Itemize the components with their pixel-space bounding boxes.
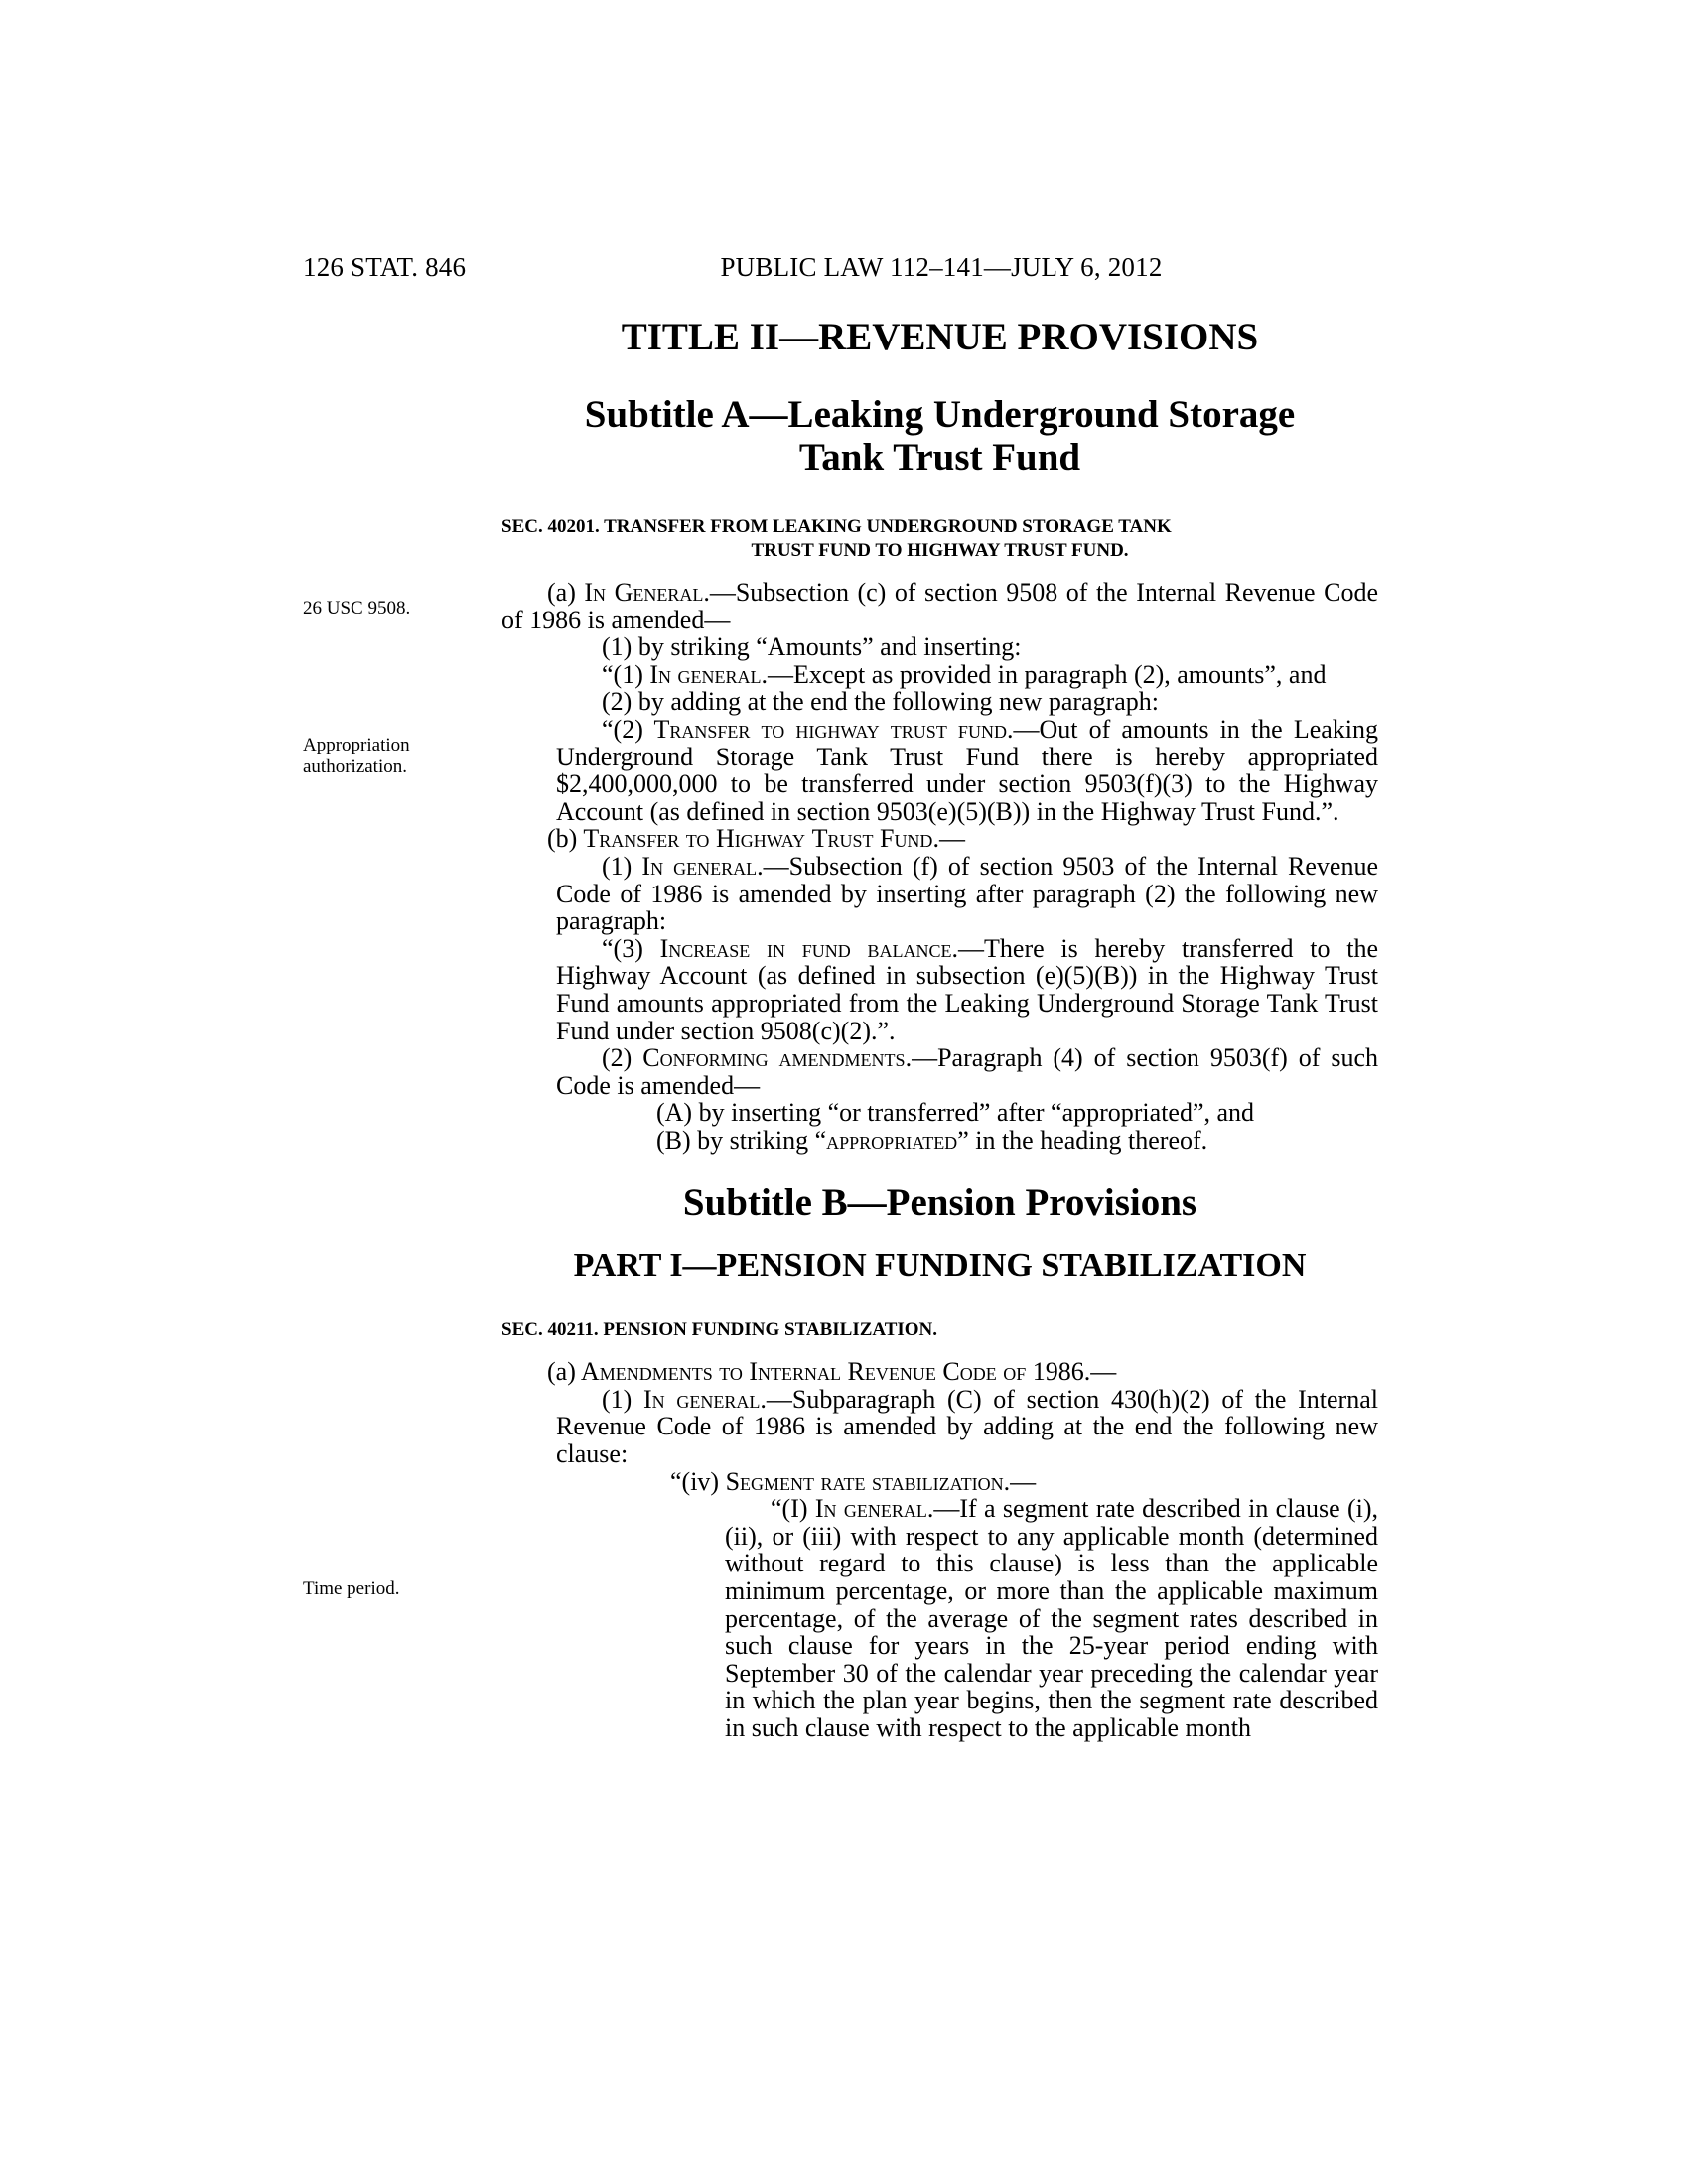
text-run: ighway: [734, 824, 812, 854]
text-run: (B) by striking “: [656, 1125, 827, 1155]
margin-note-usc: 26 USC 9508.: [303, 598, 411, 618]
text-run: (2) C: [602, 1043, 660, 1073]
subtitle-b-heading: Subtitle B—Pension Provisions: [682, 1181, 1197, 1225]
text-run: “(3) I: [602, 933, 669, 963]
text-run: ncrease in fund balance: [668, 933, 952, 963]
text-run: (b) T: [547, 824, 600, 854]
quoted-paragraph-2: [501, 716, 1378, 825]
clause-iv-heading: [501, 1468, 1378, 1496]
text-run: H: [715, 824, 735, 854]
text-run: ode of: [959, 1357, 1027, 1387]
statute-page-number: 126 STAT. 846: [303, 252, 467, 282]
section-heading-line: SEC. 40201. TRANSFER FROM LEAKING UNDERGROUND STORAGE TANK: [501, 516, 1172, 538]
text-run: C: [942, 1357, 960, 1387]
text-run: und: [894, 824, 933, 854]
text-run: n general: [658, 659, 762, 689]
text-run: evenue: [864, 1357, 943, 1387]
subclause-I: [501, 1495, 1378, 1741]
subtitle-a-heading: [501, 393, 1378, 479]
text-run: “(2) T: [602, 714, 670, 744]
section-40211-heading: SEC. 40211. PENSION FUNDING STABILIZATION.: [501, 1319, 938, 1341]
paragraph-b-1: [501, 853, 1378, 935]
text-run: “(iv) S: [670, 1466, 741, 1496]
text-run: .—Except as provided in paragraph (2), amounts”, and: [761, 659, 1327, 689]
public-law-header: PUBLIC LAW 112–141—JULY 6, 2012: [720, 252, 1163, 282]
section-heading-line: TRUST FUND TO HIGHWAY TRUST FUND.: [751, 540, 1129, 562]
text-run: “(1) I: [602, 659, 659, 689]
text-run: egment rate stabilization: [740, 1466, 1004, 1496]
paragraph-40211-a: [501, 1358, 1378, 1386]
text-run: ransfer to highway trust fund: [669, 714, 1007, 744]
text-run: ransfer to: [599, 824, 716, 854]
text-run: n general: [650, 851, 758, 881]
part-1-heading: PART I—PENSION FUNDING STABILIZATION: [573, 1247, 1307, 1285]
text-run: T: [811, 824, 828, 854]
text-run: .—There is hereby transferred to the Highway Account (as defined in subsection (e)(5)(B)) in the Highway Trust Fund amounts appropriated from the Leaking Underground Storage Tank Trust Fund under section 9508(c)(2).”.: [556, 933, 1379, 1045]
text-run: rust: [827, 824, 880, 854]
margin-note-line: authorization.: [303, 756, 407, 777]
text-run: (1) I: [602, 1384, 652, 1414]
paragraph-40211-a-1: [501, 1386, 1378, 1468]
quoted-paragraph-1: [501, 661, 1378, 689]
text-run: n General: [593, 578, 704, 608]
text-run: .—Subsection (c) of section 9508 of the Internal Revenue Code of 1986 is amended—: [501, 578, 1378, 634]
title-heading: TITLE II—REVENUE PROVISIONS: [621, 316, 1259, 358]
text-run: “(I) I: [771, 1494, 824, 1524]
text-run: I: [749, 1357, 759, 1387]
text-run: n general: [651, 1384, 761, 1414]
margin-note-appropriation: [303, 735, 410, 778]
text-run: .—Paragraph (4) of section 9503(f) of such Code is amended—: [556, 1043, 1378, 1100]
subtitle-a-line-1: Subtitle A—Leaking Underground Storage: [584, 392, 1296, 436]
text-run: .—Out of amounts in the Leaking Underground Storage Tank Trust Fund there is hereby appropriated $2,400,000,000 to be transferred under section 9503(f)(3) to the Highway Account (as defined in section 9503(e)(5)(B)) in the Highway Trust Fund.”.: [556, 714, 1379, 826]
text-run: appropriated: [826, 1125, 958, 1155]
text-run: .—: [932, 824, 965, 854]
text-run: n general: [823, 1494, 927, 1524]
text-run: .—: [1003, 1466, 1037, 1496]
body-column: [501, 316, 1378, 1742]
text-run: (1) I: [602, 851, 651, 881]
paragraph-b: [501, 825, 1378, 853]
paragraph-a-1: (1) by striking “Amounts” and inserting:: [602, 632, 1022, 662]
text-run: (a) I: [547, 578, 594, 608]
paragraph-a-2: (2) by adding at the end the following new paragraph:: [602, 687, 1159, 717]
text-run: ” in the heading thereof.: [957, 1125, 1208, 1155]
section-40201-heading: [501, 515, 1378, 563]
text-run: (a) A: [547, 1357, 600, 1387]
margin-note-time-period: Time period.: [303, 1578, 400, 1599]
subtitle-a-line-2: Tank Trust Fund: [798, 436, 1081, 479]
paragraph-a: [501, 579, 1378, 633]
text-run: .—Subparagraph (C) of section 430(h)(2) of the Internal Revenue Code of 1986 is amended by adding at the end the following new clause:: [556, 1384, 1378, 1469]
paragraph-b-2-B: [501, 1127, 1378, 1155]
text-run: nternal: [758, 1357, 848, 1387]
text-run: mendments to: [599, 1357, 750, 1387]
text-run: F: [879, 824, 895, 854]
text-run: onforming amendments: [659, 1043, 906, 1073]
quoted-paragraph-3: [501, 935, 1378, 1044]
paragraph-b-2-A: (A) by inserting “or transferred” after “appropriated”, and: [656, 1098, 1255, 1128]
text-run: R: [847, 1357, 865, 1387]
text-run: .—If a segment rate described in clause (i), (ii), or (iii) with respect to any applicable month (determined without regard to this clause) is less than the applicable minimum percentage, or more than the applicable maximum percentage, of the average of the segment rates described in such clause for years in the 25-year period ending with September 30 of the calendar year preceding the calendar year in which the plan year begins, then the segment rate described in such clause with respect to the applicable month: [725, 1494, 1378, 1742]
text-run: 1986.—: [1026, 1357, 1117, 1387]
text-run: .—Subsection (f) of section 9503 of the Internal Revenue Code of 1986 is amended by inserting after paragraph (2) the following new paragraph:: [556, 851, 1378, 936]
margin-note-line: Appropriation: [303, 735, 410, 755]
paragraph-b-2: [501, 1044, 1378, 1099]
